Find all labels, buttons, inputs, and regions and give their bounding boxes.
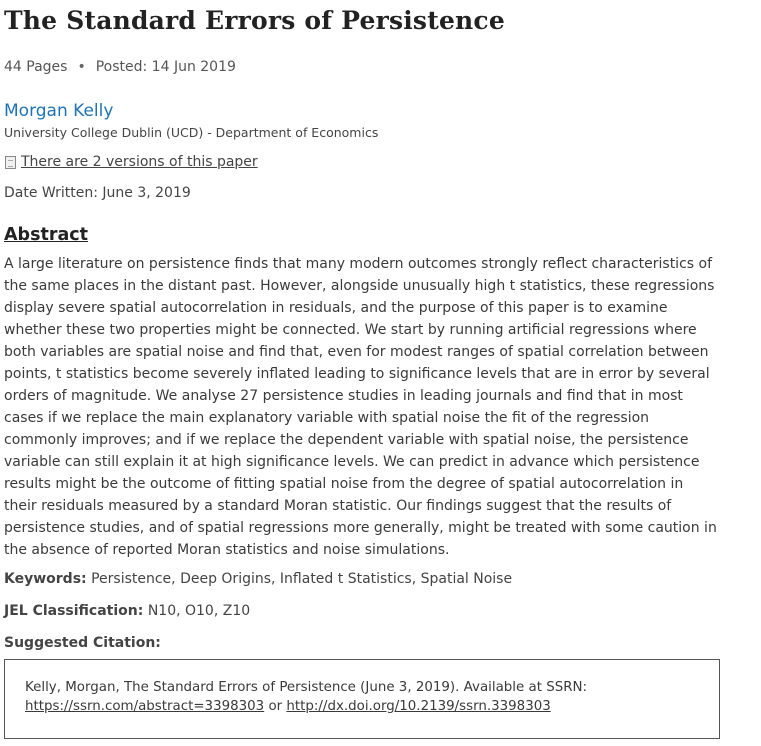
jel-row [4,602,720,620]
abstract-heading: Abstract [4,225,89,245]
citation-links [25,697,699,716]
keywords-label: Keywords: [4,571,87,587]
citation-label: Suggested Citation: [4,635,161,651]
citation-text: Kelly, Morgan, The Standard Errors of Persistence (June 3, 2019). Available at SSRN: [25,680,588,695]
paper-meta [4,58,720,76]
citation-row [4,634,720,652]
posted-date: Posted: 14 Jun 2019 [95,59,236,75]
date-written: Date Written: June 3, 2019 [4,185,191,201]
document-icon [5,156,16,169]
versions-link[interactable]: There are 2 versions of this paper [21,154,258,170]
meta-separator: • [77,59,86,75]
paper-page [4,0,720,652]
doi-link[interactable]: http://dx.doi.org/10.2139/ssrn.3398303 [286,699,551,714]
versions-row [4,152,720,172]
ssrn-link[interactable]: https://ssrn.com/abstract=3398303 [25,699,265,714]
citation-or: or [268,699,283,714]
author-affiliation: University College Dublin (UCD) - Department of Economics [4,125,379,140]
paper-title: The Standard Errors of Persistence [4,6,505,35]
author-link[interactable]: Morgan Kelly [4,101,114,121]
keywords-value: Persistence, Deep Origins, Inflated t Statistics, Spatial Noise [91,571,513,587]
citation-box [4,659,720,739]
abstract-text: A large literature on persistence finds that many modern outcomes strongly reflect characteristics of the same places in the distant past. However, alongside unusually high t statistics, these regressions display severe spatial autocorrelation in residuals, and the purpose of this paper is to examine whether these two properties might be connected. We start by running artificial regressions where both variables are spatial noise and find that, even for modest ranges of spatial correlation between points, t statistics become severely inflated leading to significance levels that are in error by several orders of magnitude. We analyse 27 persistence studies in leading journals and find that in most cases if we replace the main explanatory variable with spatial noise the fit of the regression commonly improves; and if we replace the dependent variable with spatial noise, the persistence variable can still explain it at high significance levels. We can predict in advance which persistence results might be the outcome of fitting spatial noise from the degree of spatial autocorrelation in their residuals measured by a standard Moran statistic. Our findings suggest that the results of persistence studies, and of spatial regressions more generally, might be treated with some caution in the absence of reported Moran statistics and noise simulations. [4,256,717,558]
jel-label: JEL Classification: [4,603,144,619]
keywords-row [4,570,720,588]
page-count: 44 Pages [4,59,68,75]
jel-value: N10, O10, Z10 [147,603,251,619]
